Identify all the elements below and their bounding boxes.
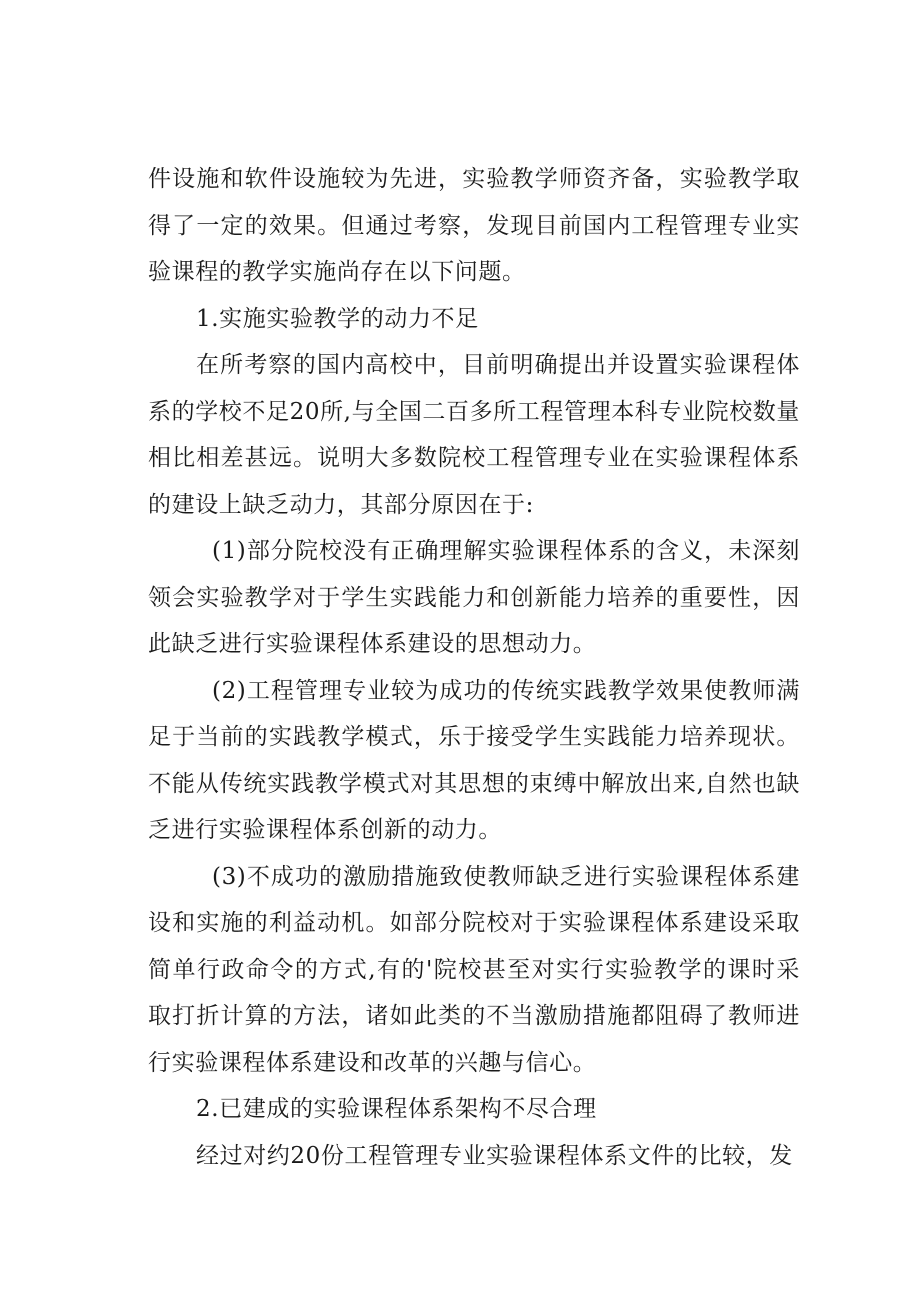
list-item-1: (1)部分院校没有正确理解实验课程体系的含义，未深刻领会实验教学对于学生实践能力和创新能力培养的重要性，因此缺乏进行实验课程体系建设的思想动力。 bbox=[148, 538, 800, 657]
section-heading-2: 2.已建成的实验课程体系架构不尽合理 bbox=[196, 1096, 597, 1122]
list-item-2: (2)工程管理专业较为成功的传统实践教学效果使教师满足于当前的实践教学模式，乐于接受学生实践能力培养现状。不能从传统实践教学模式对其思想的束缚中解放出来,自然也缺乏进行实验课程体系创新的动力。 bbox=[148, 677, 800, 843]
list-item-3: (3)不成功的激励措施致使教师缺乏进行实验课程体系建设和实施的利益动机。如部分院校对于实验课程体系建设采取简单行政命令的方式,有的'院校甚至对实行实验教学的课时采取打折计算的方法，诸如此类的不当激励措施都阻碍了教师进行实验课程体系建设和改革的兴趣与信心。 bbox=[148, 863, 800, 1076]
paragraph: 经过对约20份工程管理专业实验课程体系文件的比较，发 bbox=[196, 1142, 793, 1169]
paragraph-continuation: 件设施和软件设施较为先进，实验教学师资齐备，实验教学取得了一定的效果。但通过考察，发现目前国内工程管理专业实验课程的教学实施尚存在以下问题。 bbox=[148, 166, 800, 285]
document-body bbox=[148, 156, 800, 1179]
section-heading-1: 1.实施实验教学的动力不足 bbox=[196, 305, 479, 332]
paragraph: 在所考察的国内高校中，目前明确提出并设置实验课程体系的学校不足20所,与全国二百多所工程管理本科专业院校数量相比相差甚远。说明大多数院校工程管理专业在实验课程体系的建设上缺乏动力，其部分原因在于: bbox=[148, 352, 800, 518]
